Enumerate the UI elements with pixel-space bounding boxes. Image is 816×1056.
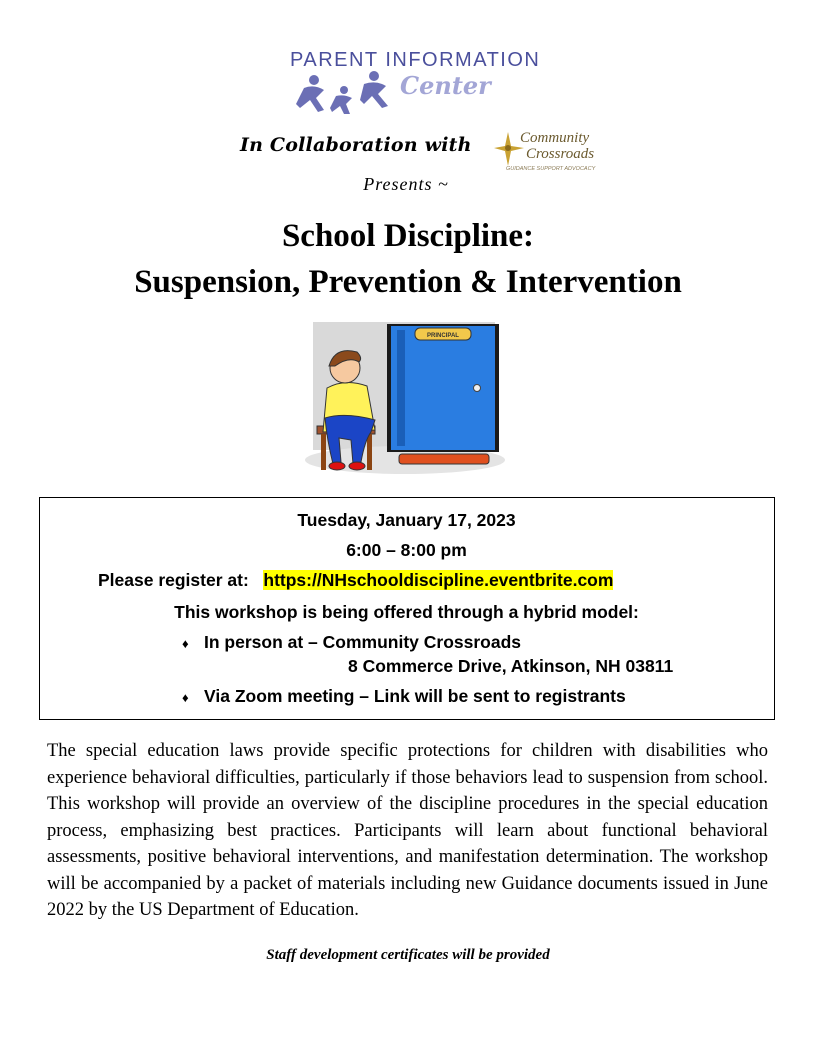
register-label: Please register at: xyxy=(98,570,249,590)
bullet-diamond-icon: ♦ xyxy=(182,636,189,651)
event-time: 6:00 – 8:00 pm xyxy=(346,540,467,560)
cc-logo-tagline: GUIDANCE SUPPORT ADVOCACY xyxy=(506,166,596,172)
zoom-label: Via Zoom meeting – Link will be sent to registrants xyxy=(204,686,626,706)
in-person-address: 8 Commerce Drive, Atkinson, NH 03811 xyxy=(348,656,674,676)
cc-logo-line2: Crossroads xyxy=(526,146,595,162)
cc-logo-line1: Community xyxy=(520,130,590,146)
presents-text: Presents ~ xyxy=(363,174,449,194)
event-info-box xyxy=(39,497,775,720)
principal-door-clipart xyxy=(305,322,505,474)
collaboration-row xyxy=(0,124,816,170)
register-row xyxy=(98,570,613,591)
register-link[interactable]: https://NHschooldiscipline.eventbrite.com xyxy=(263,570,614,590)
bullet-diamond-icon: ♦ xyxy=(182,690,189,705)
door-knob xyxy=(474,385,481,392)
running-figures-icon xyxy=(296,71,388,114)
parent-information-center-logo xyxy=(280,44,540,122)
certificates-note: Staff development certificates will be provided xyxy=(266,947,550,963)
page-title-line1: School Discipline: xyxy=(281,218,535,254)
workshop-description: The special education laws provide specific protections for children with disabilities who experience behavioral difficulties, particularly if those behaviors lead to suspension from school. This workshop will provide an overview of the discipline procedures in the special education process, emphasizing best practices. Participants will learn about functional behavioral assessments, positive behavioral interventions, and manifestation determination. The workshop will be accompanied by a packet of materials including new Guidance documents issued in June 2022 by the US Department of Education. xyxy=(47,741,768,920)
in-person-label: In person at – Community Crossroads xyxy=(204,632,522,652)
community-crossroads-logo xyxy=(494,124,620,172)
pic-logo-line1: PARENT INFORMATION xyxy=(290,49,540,71)
hybrid-note: This workshop is being offered through a hybrid model: xyxy=(174,602,639,622)
page-title-line2: Suspension, Prevention & Intervention xyxy=(134,264,682,300)
collaboration-text: In Collaboration with xyxy=(240,134,472,156)
pic-logo-line2: Center xyxy=(400,71,491,100)
door-mat xyxy=(399,454,489,464)
event-date: Tuesday, January 17, 2023 xyxy=(297,510,516,530)
principal-sign-text: PRINCIPAL xyxy=(427,333,459,339)
